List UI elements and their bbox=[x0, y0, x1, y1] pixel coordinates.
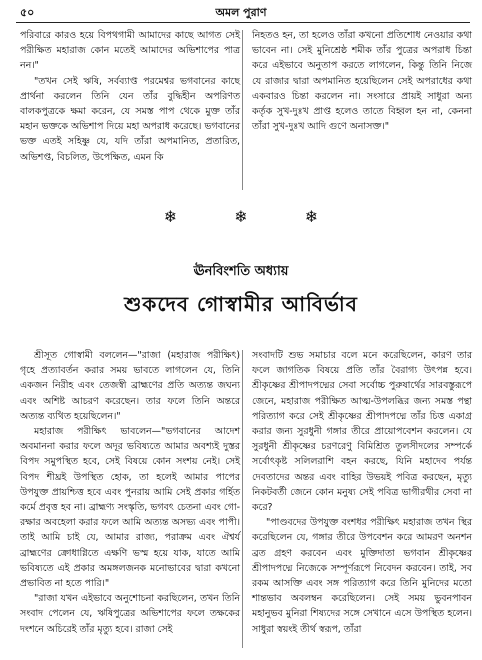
paragraph: "তখন সেই ঋষি, সর্বব্যাপ্ত পরমেশ্বর ভগবানের কাছে প্রার্থনা করলেন তিনি যেন তাঁর বুদ্ধিহীন অপরিণত বালকপুত্রকে ক্ষমা করেন, যে সমস্ত পাপ থেকে মুক্ত তাঁর মহান ভক্তকে অভিশাপ দিয়ে মহা অপরাধ করেছে। ভগবানের ভক্ত এতই সহিষ্ণু যে, যদি তাঁরা অপমানিত, প্রতারিত, অভিশপ্ত, বিচলিত, উপেক্ষিত, এমন কি bbox=[20, 75, 240, 163]
chapter-title: শুকদেব গোস্বামীর আবির্ভাব bbox=[124, 292, 358, 316]
top-left-column bbox=[20, 28, 240, 192]
section-ornaments bbox=[0, 206, 482, 228]
column-divider bbox=[242, 30, 243, 190]
header-rule bbox=[16, 22, 470, 23]
chapter-number: ঊনবিংশতি অধ্যায় bbox=[193, 264, 289, 279]
paragraph: "পাণ্ডবদের উপযুক্ত বংশধর পরীক্ষিৎ মহারাজ তখন স্থির করেছিলেন যে, গঙ্গার তীরে উপবেশন করে আমরণ অনশন ব্রত গ্রহণ করবেন এবং মুক্তিদাতা ভগবান শ্রীকৃষ্ণের শ্রীপাদপদ্মে নিজেকে সম্পূর্ণরূপে নিবেদন করবেন। তাই, সব রকম আসক্তি এবং সঙ্গ পরিত্যাগ করে তিনি মুনিদের মতো শান্তভাব অবলম্বন করেছিলেন। সেই সময় ভুবনপাবন মহানুভব মুনিরা শিষ্যদের সঙ্গে সেখানে এসে উপস্থিত হলেন। সাধুরা স্বয়ংই তীর্থ স্বরূপ, তাঁরা bbox=[252, 517, 472, 635]
column-divider bbox=[242, 350, 243, 648]
paragraph: সংবাদটি শুভ সমাচার বলে মনে করেছিলেন, কারণ তার ফলে জাগতিক বিষয়ে প্রতি তাঁর বৈরাগ্য উৎপন্ন হবে। শ্রীকৃষ্ণের শ্রীপাদপদ্মের সেবা সর্বোচ্চ পুরুষার্থের সারবস্তুরূপে জেনে, মহারাজ পরীক্ষিত আত্ম-উপলব্ধির জন্য সমস্ত পন্থা পরিত্যাগ করে সেই শ্রীকৃষ্ণের শ্রীপাদপদ্মে তাঁর চিত্ত একাগ্র করার জন্য সুরধুনী গঙ্গার তীরে প্রায়োপবেশন করলেন। যে সুরধুনী শ্রীকৃষ্ণের চরণরেণু বিমিশ্রিত তুলসীদলের সম্পর্কে সর্বোৎকৃষ্ট সলিলরাশি বহন করছে, যিনি মহাদেব পর্যন্ত দেবতাদের অন্তর এবং বাহির উভয়ই পবিত্র করছেন, মৃত্যু নিকটবর্তী জেনে কোন মনুষ্য সেই পবিত্র ভাগীরথীর সেবা না করে? bbox=[252, 350, 472, 514]
page-header bbox=[0, 0, 482, 24]
top-right-column bbox=[252, 28, 472, 158]
paragraph: শ্রীসূত গোস্বামী বললেন—"রাজা (মহারাজ পরীক্ষিৎ) গৃহে প্রত্যাবর্তন করার সময় ভাবতে লাগলেন যে, তিনি একজন নিরীহ এবং তেজস্বী ব্রাহ্মণের প্রতি অত্যন্ত জঘন্য এবং অশিষ্ট আচরণ করেছেন। তার ফলে তিনি অন্তরে অত্যন্ত ব্যথিত হয়েছিলেন।" bbox=[20, 350, 240, 422]
snowflake-ornament-icon: ❄ bbox=[234, 207, 248, 226]
paragraph: মহারাজ পরীক্ষিৎ ভাবলেন—"ভগবানের আদেশ অবমাননা করার ফলে অদূর ভবিষ্যতে আমার অবশ্যই দুস্তর বিপদ সমুপস্থিত হবে, সেই বিষয়ে কোন সংশয় নেই। সেই বিপদ শীঘ্রই উপস্থিত হোক, তা হলেই আমার পাপের উপযুক্ত প্রায়শ্চিত্ত হবে এবং পুনরায় আমি সেই প্রকার গর্হিত কর্মে প্রবৃত্ত হব না। ব্রাহ্মণ্য সংস্কৃতি, ভগবৎ চেতনা এবং গো-রক্ষার অবহেলা করার ফলে আমি অত্যন্ত অসভ্য এবং পাপী। তাই আমি চাই যে, আমার রাজ্য, পরাক্রম এবং ঐশ্বর্য ব্রাহ্মণের ক্রোধাগ্নিতে এক্ষণি ভস্ম হয়ে যাক, যাতে আমি ভবিষ্যতে এই প্রকার অমঙ্গলজনক মনোভাবের দ্বারা কখনো প্রভাবিত না হতে পারি।" bbox=[20, 426, 240, 590]
paragraph: "রাজা যখন এইভাবে অনুশোচনা করছিলেন, তখন তিনি সংবাদ পেলেন যে, ঋষিপুত্রের অভিশাপের ফলে তক্ষকের দংশনে অচিরেই তাঁর মৃত্যু হবে। রাজা সেই bbox=[20, 593, 240, 635]
bottom-right-column bbox=[252, 348, 472, 648]
paragraph: নিহতও হন, তা হলেও তাঁরা কখনো প্রতিশোধ নেওয়ার কথা ভাবেন না। সেই মুনিশ্রেষ্ঠ শমীক তাঁর পুত্রের অপরাধ চিন্তা করে এইভাবে অনুতাপ করতে লাগলেন, কিন্তু তিনি নিজে যে রাজার দ্বারা অপমানিত হয়েছিলেন সেই অপরাধের কথা একবারও চিন্তা করলেন না। সংসারে প্রায়ই সাধুরা অন্য কর্তৃক সুখ-দুঃখ প্রাপ্ত হলেও তাতে বিহ্বল হন না, কেননা তাঁরা সুখ-দুঃখ আদি গুণে অনাসক্ত।" bbox=[252, 30, 472, 133]
running-title: অমল পুরাণ bbox=[215, 6, 267, 19]
paragraph: পরিবারে কারও হয়ে বিপথগামী আমাদের কাছে আগত সেই পরীক্ষিত মহারাজ কোন মতেই আমাদের অভিশাপের পাত্র নন।" bbox=[20, 30, 240, 72]
page-number: ৫০ bbox=[20, 6, 35, 19]
snowflake-ornament-icon: ❄ bbox=[163, 207, 178, 226]
bottom-left-column bbox=[20, 348, 240, 648]
snowflake-ornament-icon: ❄ bbox=[304, 207, 319, 226]
